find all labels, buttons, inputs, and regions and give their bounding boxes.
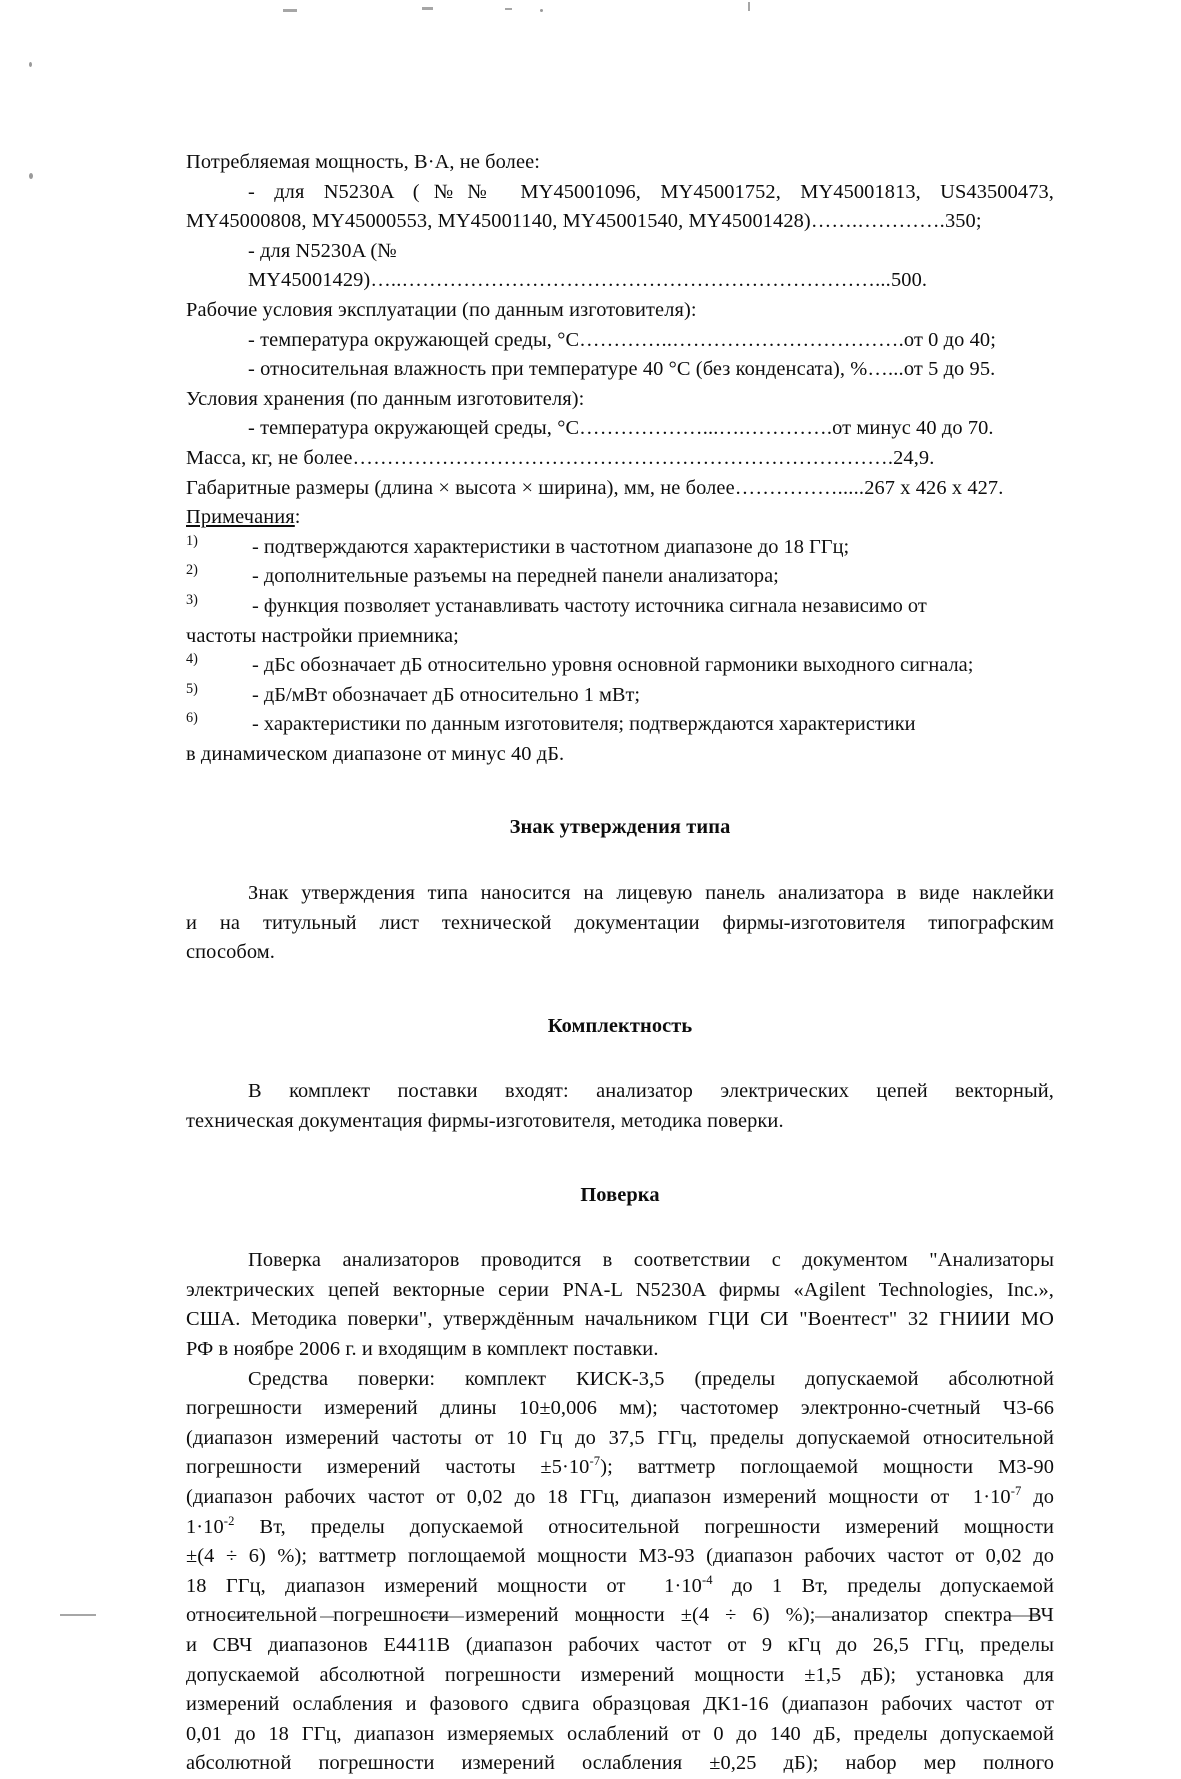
note-item xyxy=(186,710,1054,740)
verification-para1-line-4: РФ в ноябре 2006 г. и входящим в комплект поставки. xyxy=(186,1338,659,1360)
note-text: - дополнительные разъемы на передней панели анализатора; xyxy=(252,565,779,588)
operating-humidity-value: от 5 до 95. xyxy=(903,358,996,381)
note-item xyxy=(186,562,1054,592)
verification-means-line-6 xyxy=(186,1513,1054,1543)
operating-temperature-prefix: - температура окружающей среды, °С xyxy=(248,328,580,351)
section-spacer xyxy=(186,843,1054,879)
notes-title: Примечания xyxy=(186,506,295,529)
dimensions-dots: ……………..... xyxy=(734,476,865,499)
operating-temperature-row xyxy=(186,326,1054,356)
note-text: - дБс обозначает дБ относительно уровня основной гармоники выходного сигнала; xyxy=(252,654,974,677)
storage-temperature-value: от минус 40 до 70. xyxy=(832,417,994,440)
verification-means-line-8-tail: до 1 Вт, пределы допускаемой xyxy=(731,1574,1054,1597)
operating-conditions-label: Рабочие условия эксплуатации (по данным изготовителя): xyxy=(186,298,697,321)
operating-humidity-row xyxy=(186,355,1054,385)
storage-conditions-label: Условия хранения (по данным изготовителя): xyxy=(186,387,585,410)
storage-temperature-row xyxy=(186,414,1054,444)
scan-artifact-left xyxy=(29,62,32,67)
scan-artifact-left xyxy=(29,173,33,179)
verification-means-line-12: измерений ослабления и фазового сдвига образцовая ДК1-16 (диапазон рабочих частот от xyxy=(186,1693,1054,1716)
scan-artifact-top xyxy=(283,9,297,12)
section-spacer xyxy=(186,1041,1054,1077)
verification-means-line-8-power: 1·10 xyxy=(664,1574,702,1597)
note-item xyxy=(186,651,1054,681)
section-spacer xyxy=(186,1137,1054,1181)
storage-temperature-dots: ………………...….…………. xyxy=(579,417,833,440)
verification-means-line-8-text: 18 ГГц, диапазон измерений мощности от xyxy=(186,1574,626,1597)
verification-para1-line-2: электрических цепей векторные серии PNA-L N5230A фирмы «Agilent Technologies, Inc.», xyxy=(186,1278,1054,1301)
section-heading-completeness: Комплектность xyxy=(547,1014,693,1037)
verification-means-line-5-text: (диапазон рабочих частот от 0,02 до 18 ГГц, диапазон измерений мощности от xyxy=(186,1485,950,1508)
completeness-paragraph-line-1: В комплект поставки входят: анализатор электрических цепей векторный, xyxy=(248,1080,1054,1103)
verification-means-line-8 xyxy=(186,1572,1054,1602)
completeness-paragraph-line-2: техническая документация фирмы-изготовителя, методика поверки. xyxy=(186,1110,784,1133)
note-number: 5) xyxy=(186,680,198,697)
power-item-1-dots: …….…………. xyxy=(810,210,945,233)
power-item-2-dots: …..……………………………………………………………... xyxy=(370,269,891,292)
power-item-1-value: 350; xyxy=(944,210,982,233)
note-text: - подтверждаются характеристики в частотном диапазоне до 18 ГГц; xyxy=(252,535,850,558)
note-text: - дБ/мВт обозначает дБ относительно 1 мВт; xyxy=(252,683,641,706)
type-mark-paragraph-line-1: Знак утверждения типа наносится на лицевую панель анализатора в виде наклейки xyxy=(248,882,1054,905)
exponent: -7 xyxy=(589,1454,601,1469)
mass-value: 24,9. xyxy=(893,446,935,469)
verification-means-line-14: абсолютной погрешности измерений ослабления ±0,25 дБ); набор мер полного xyxy=(186,1752,1054,1775)
verification-means-line-1: Средства поверки: комплект КИСК-3,5 (пределы допускаемой абсолютной xyxy=(248,1367,1054,1390)
power-item-1-serials-line-1: MY45001096, MY45001752, MY45001813, US43500473, xyxy=(520,180,1054,203)
notes-title-row xyxy=(186,503,1054,533)
type-mark-paragraph-line-2: и на титульный лист технической документации фирмы-изготовителя типографским xyxy=(186,911,1054,934)
document-page xyxy=(186,148,1054,1779)
scan-artifact-top xyxy=(505,8,512,10)
note-continuation: в динамическом диапазоне от минус 40 дБ. xyxy=(186,742,565,765)
power-item-2 xyxy=(186,237,1054,296)
section-heading-verification: Поверка xyxy=(580,1183,660,1206)
exponent: -2 xyxy=(223,1513,235,1528)
operating-humidity-dots: …... xyxy=(867,358,904,381)
power-item-1-prefix: - для N5230A (№№ xyxy=(248,180,502,203)
verification-means-line-13: 0,01 до 18 ГГц, диапазон измеряемых ослаблений от 0 до 140 дБ, пределы допускаемой xyxy=(186,1722,1054,1745)
scan-artifact-top xyxy=(748,2,750,11)
note-number: 6) xyxy=(186,710,198,727)
mass-dots: ……………………………………………………………………. xyxy=(352,446,894,469)
verification-para1-line-3: США. Методика поверки", утверждённым начальником ГЦИ СИ "Воентест" 32 ГНИИИ МО xyxy=(186,1308,1054,1331)
note-item xyxy=(186,592,1054,622)
verification-means-line-4-tail: ); ваттметр поглощаемой мощности М3-90 xyxy=(600,1456,1054,1479)
verification-means-line-5-tail: до xyxy=(1033,1485,1054,1508)
verification-para1-line-1: Поверка анализаторов проводится в соответствии с документом "Анализаторы xyxy=(248,1249,1054,1272)
exponent: -4 xyxy=(701,1572,713,1587)
power-item-1-serials-line-2: MY45000808, MY45000553, MY45001140, MY45001540, MY45001428) xyxy=(186,210,811,233)
dimensions-value: 267 х 426 х 427. xyxy=(864,476,1004,499)
scan-artifact-top xyxy=(540,9,543,12)
verification-means-line-10: и СВЧ диапазонов Е4411В (диапазон рабочих частот от 9 кГц до 26,5 ГГц, пределы xyxy=(186,1633,1054,1656)
operating-humidity-prefix: - относительная влажность при температуре 40 °С (без конденсата), % xyxy=(248,358,868,381)
verification-means-line-11: допускаемой абсолютной погрешности измерений мощности ±1,5 дБ); установка для xyxy=(186,1663,1054,1686)
scan-artifact-bottom xyxy=(60,1614,96,1616)
verification-means-line-5 xyxy=(186,1483,1054,1513)
note-number: 4) xyxy=(186,651,198,668)
mass-row xyxy=(186,444,1054,474)
verification-means-line-4-text: погрешности измерений частоты ±5·10 xyxy=(186,1456,590,1479)
note-item xyxy=(186,681,1054,711)
dimensions-prefix: Габаритные размеры (длина × высота × ширина), мм, не более xyxy=(186,476,735,499)
verification-means-line-6-power: 1·10 xyxy=(186,1515,224,1538)
note-text: - характеристики по данным изготовителя; подтверждаются характеристики xyxy=(252,713,916,736)
power-label: Потребляемая мощность, В·А, не более: xyxy=(186,151,541,173)
note-item xyxy=(186,533,1054,563)
section-spacer xyxy=(186,1210,1054,1246)
dimensions-row xyxy=(186,474,1054,504)
exponent: -7 xyxy=(1010,1484,1022,1499)
power-item-1-line-2 xyxy=(186,207,1054,237)
power-item-1-line-1 xyxy=(186,178,1054,208)
verification-means-line-5-power: 1·10 xyxy=(972,1485,1011,1508)
power-item-2-value: 500. xyxy=(890,269,928,292)
note-number: 3) xyxy=(186,592,198,609)
section-spacer xyxy=(186,769,1054,813)
mass-prefix: Масса, кг, не более xyxy=(186,446,353,469)
notes-title-colon: : xyxy=(294,506,301,529)
verification-means-line-3: (диапазон измерений частоты от 10 Гц до 37,5 ГГц, пределы допускаемой относительной xyxy=(186,1426,1054,1449)
verification-means-line-7: ±(4 ÷ 6) %); ваттметр поглощаемой мощности М3-93 (диапазон рабочих частот от 0,02 до xyxy=(186,1545,1054,1568)
verification-means-line-2: погрешности измерений длины 10±0,006 мм); частотомер электронно-счетный Ч3-66 xyxy=(186,1397,1054,1420)
type-mark-paragraph-line-3: способом. xyxy=(186,941,275,964)
note-number: 1) xyxy=(186,532,198,549)
operating-temperature-value: от 0 до 40; xyxy=(903,328,996,351)
note-continuation: частоты настройки приемника; xyxy=(186,624,459,647)
operating-temperature-dots: …………..……………………………. xyxy=(579,328,904,351)
storage-temperature-prefix: - температура окружающей среды, °С xyxy=(248,417,580,440)
verification-means-line-4 xyxy=(186,1453,1054,1483)
section-spacer xyxy=(186,968,1054,1012)
scan-artifact-top xyxy=(422,7,433,10)
verification-means-line-6-text: Вт, пределы допускаемой относительной погрешности измерений мощности xyxy=(259,1515,1054,1538)
power-item-2-prefix: - для N5230A (№ MY45001429) xyxy=(248,239,397,292)
section-heading-type-mark: Знак утверждения типа xyxy=(509,816,731,839)
note-number: 2) xyxy=(186,562,198,579)
note-text: - функция позволяет устанавливать частоту источника сигнала независимо от xyxy=(252,594,927,617)
verification-means-line-9: относительной погрешности измерений мощности ±(4 ÷ 6) %); анализатор спектра ВЧ xyxy=(186,1604,1054,1627)
